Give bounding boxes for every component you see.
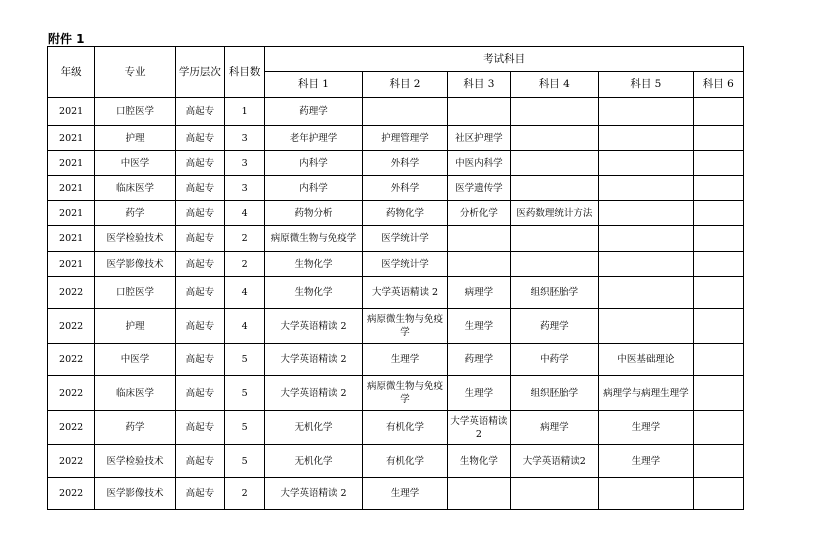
header-level: 学历层次: [175, 47, 224, 98]
subject-count-cell: 4: [224, 309, 264, 344]
subject-3-cell: 大学英语精读2: [448, 411, 510, 445]
major-cell: 药学: [95, 411, 175, 445]
subject-5-cell: 生理学: [599, 411, 694, 445]
subject-1-cell: 内科学: [265, 151, 363, 176]
subject-5-cell: [599, 478, 694, 510]
subject-4-cell: 病理学: [510, 411, 599, 445]
header-subject-4: 科目 4: [510, 72, 599, 98]
level-cell: 高起专: [175, 252, 224, 277]
year-cell: 2022: [48, 411, 95, 445]
subject-3-cell: [448, 98, 510, 126]
subject-1-cell: 内科学: [265, 176, 363, 201]
header-year: 年级: [48, 47, 95, 98]
subject-4-cell: 大学英语精读2: [510, 445, 599, 478]
subject-4-cell: 中药学: [510, 344, 599, 376]
attachment-label: 附件 1: [48, 32, 85, 46]
subject-6-cell: [693, 176, 743, 201]
level-cell: 高起专: [175, 126, 224, 151]
subject-count-cell: 5: [224, 411, 264, 445]
year-cell: 2021: [48, 126, 95, 151]
subject-5-cell: 中医基础理论: [599, 344, 694, 376]
subject-3-cell: 生理学: [448, 376, 510, 411]
level-cell: 高起专: [175, 309, 224, 344]
subject-3-cell: 分析化学: [448, 201, 510, 226]
subject-6-cell: [693, 445, 743, 478]
header-subject-2: 科目 2: [362, 72, 447, 98]
subject-2-cell: 有机化学: [362, 411, 447, 445]
year-cell: 2022: [48, 376, 95, 411]
major-cell: 口腔医学: [95, 277, 175, 309]
level-cell: 高起专: [175, 445, 224, 478]
subject-6-cell: [693, 411, 743, 445]
table-row: [48, 151, 744, 176]
subject-1-cell: 无机化学: [265, 445, 363, 478]
subject-2-cell: 护理管理学: [362, 126, 447, 151]
year-cell: 2022: [48, 277, 95, 309]
table-row: [48, 252, 744, 277]
level-cell: 高起专: [175, 226, 224, 252]
header-subject-count: 科目数: [224, 47, 264, 98]
subject-5-cell: [599, 252, 694, 277]
subject-5-cell: [599, 201, 694, 226]
major-cell: 临床医学: [95, 376, 175, 411]
header-subject-1: 科目 1: [265, 72, 363, 98]
table-row: [48, 98, 744, 126]
subject-4-cell: [510, 98, 599, 126]
major-cell: 药学: [95, 201, 175, 226]
table-row: [48, 176, 744, 201]
level-cell: 高起专: [175, 176, 224, 201]
major-cell: 医学检验技术: [95, 445, 175, 478]
level-cell: 高起专: [175, 411, 224, 445]
level-cell: 高起专: [175, 376, 224, 411]
subject-4-cell: [510, 478, 599, 510]
header-subject-6: 科目 6: [693, 72, 743, 98]
major-cell: 护理: [95, 309, 175, 344]
subject-3-cell: [448, 226, 510, 252]
subject-5-cell: [599, 309, 694, 344]
subject-2-cell: [362, 98, 447, 126]
header-exam-subjects: 考试科目: [265, 47, 744, 72]
subject-2-cell: 病原微生物与免疫学: [362, 309, 447, 344]
subject-1-cell: 药物分析: [265, 201, 363, 226]
major-cell: 临床医学: [95, 176, 175, 201]
level-cell: 高起专: [175, 478, 224, 510]
subject-2-cell: 外科学: [362, 151, 447, 176]
subject-1-cell: 大学英语精读 2: [265, 309, 363, 344]
subject-1-cell: 药理学: [265, 98, 363, 126]
header-subject-3: 科目 3: [448, 72, 510, 98]
table-row: [48, 226, 744, 252]
subject-6-cell: [693, 344, 743, 376]
subject-6-cell: [693, 201, 743, 226]
subject-6-cell: [693, 309, 743, 344]
subject-2-cell: 有机化学: [362, 445, 447, 478]
subject-4-cell: [510, 151, 599, 176]
major-cell: 口腔医学: [95, 98, 175, 126]
subject-5-cell: [599, 226, 694, 252]
level-cell: 高起专: [175, 277, 224, 309]
subject-count-cell: 1: [224, 98, 264, 126]
subject-1-cell: 无机化学: [265, 411, 363, 445]
subject-6-cell: [693, 277, 743, 309]
year-cell: 2022: [48, 309, 95, 344]
level-cell: 高起专: [175, 98, 224, 126]
level-cell: 高起专: [175, 151, 224, 176]
subject-5-cell: 病理学与病理生理学: [599, 376, 694, 411]
subject-1-cell: 大学英语精读 2: [265, 478, 363, 510]
subject-1-cell: 生物化学: [265, 252, 363, 277]
major-cell: 中医学: [95, 151, 175, 176]
subject-count-cell: 2: [224, 478, 264, 510]
year-cell: 2021: [48, 201, 95, 226]
subject-4-cell: 组织胚胎学: [510, 277, 599, 309]
major-cell: 医学影像技术: [95, 252, 175, 277]
subject-count-cell: 3: [224, 151, 264, 176]
subject-1-cell: 大学英语精读 2: [265, 344, 363, 376]
subject-2-cell: 大学英语精读 2: [362, 277, 447, 309]
table-row: [48, 411, 744, 445]
subject-count-cell: 5: [224, 344, 264, 376]
exam-subjects-table: [47, 46, 744, 510]
major-cell: 医学检验技术: [95, 226, 175, 252]
subject-2-cell: 医学统计学: [362, 252, 447, 277]
subject-2-cell: 外科学: [362, 176, 447, 201]
subject-count-cell: 2: [224, 226, 264, 252]
subject-1-cell: 大学英语精读 2: [265, 376, 363, 411]
subject-2-cell: 生理学: [362, 344, 447, 376]
year-cell: 2021: [48, 151, 95, 176]
major-cell: 医学影像技术: [95, 478, 175, 510]
subject-2-cell: 药物化学: [362, 201, 447, 226]
year-cell: 2022: [48, 344, 95, 376]
subject-4-cell: [510, 126, 599, 151]
subject-5-cell: [599, 277, 694, 309]
subject-6-cell: [693, 126, 743, 151]
table-row: [48, 126, 744, 151]
subject-6-cell: [693, 226, 743, 252]
table-row: [48, 478, 744, 510]
subject-3-cell: 医学遗传学: [448, 176, 510, 201]
subject-count-cell: 4: [224, 277, 264, 309]
subject-6-cell: [693, 478, 743, 510]
table-row: [48, 201, 744, 226]
subject-3-cell: 生物化学: [448, 445, 510, 478]
subject-2-cell: 生理学: [362, 478, 447, 510]
subject-3-cell: [448, 478, 510, 510]
subject-3-cell: 生理学: [448, 309, 510, 344]
subject-5-cell: 生理学: [599, 445, 694, 478]
subject-3-cell: 社区护理学: [448, 126, 510, 151]
subject-count-cell: 5: [224, 376, 264, 411]
table-row: [48, 277, 744, 309]
subject-count-cell: 2: [224, 252, 264, 277]
subject-4-cell: 药理学: [510, 309, 599, 344]
year-cell: 2021: [48, 98, 95, 126]
subject-4-cell: 医药数理统计方法: [510, 201, 599, 226]
table-row: [48, 376, 744, 411]
year-cell: 2022: [48, 445, 95, 478]
subject-count-cell: 3: [224, 176, 264, 201]
subject-5-cell: [599, 151, 694, 176]
subject-count-cell: 4: [224, 201, 264, 226]
subject-5-cell: [599, 98, 694, 126]
major-cell: 护理: [95, 126, 175, 151]
subject-count-cell: 3: [224, 126, 264, 151]
year-cell: 2021: [48, 226, 95, 252]
year-cell: 2021: [48, 176, 95, 201]
subject-4-cell: [510, 176, 599, 201]
table-row: [48, 344, 744, 376]
subject-6-cell: [693, 252, 743, 277]
header-major: 专业: [95, 47, 175, 98]
year-cell: 2021: [48, 252, 95, 277]
subject-3-cell: 药理学: [448, 344, 510, 376]
subject-5-cell: [599, 126, 694, 151]
subject-5-cell: [599, 176, 694, 201]
subject-4-cell: [510, 226, 599, 252]
subject-1-cell: 生物化学: [265, 277, 363, 309]
table-row: [48, 445, 744, 478]
year-cell: 2022: [48, 478, 95, 510]
subject-4-cell: [510, 252, 599, 277]
subject-1-cell: 老年护理学: [265, 126, 363, 151]
subject-2-cell: 医学统计学: [362, 226, 447, 252]
subject-6-cell: [693, 98, 743, 126]
subject-2-cell: 病原微生物与免疫学: [362, 376, 447, 411]
subject-1-cell: 病原微生物与免疫学: [265, 226, 363, 252]
subject-count-cell: 5: [224, 445, 264, 478]
subject-4-cell: 组织胚胎学: [510, 376, 599, 411]
subject-3-cell: [448, 252, 510, 277]
level-cell: 高起专: [175, 201, 224, 226]
header-subject-5: 科目 5: [599, 72, 694, 98]
subject-3-cell: 病理学: [448, 277, 510, 309]
major-cell: 中医学: [95, 344, 175, 376]
level-cell: 高起专: [175, 344, 224, 376]
subject-6-cell: [693, 376, 743, 411]
table-row: [48, 309, 744, 344]
subject-3-cell: 中医内科学: [448, 151, 510, 176]
subject-6-cell: [693, 151, 743, 176]
